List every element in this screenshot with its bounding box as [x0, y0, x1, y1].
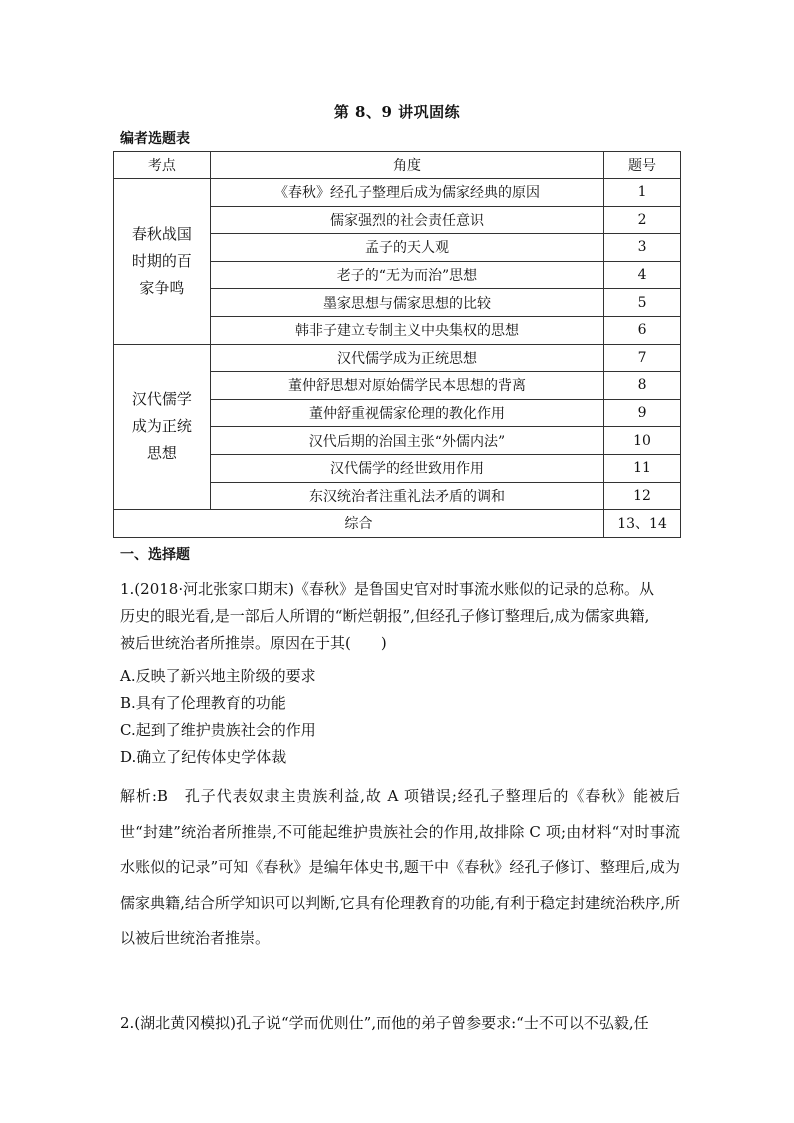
question-1-stem — [120, 576, 680, 657]
topic-line: 成为正统 — [131, 417, 192, 436]
header-number: 题号 — [604, 152, 681, 179]
angle-cell: 汉代儒学的经世致用作用 — [210, 454, 603, 482]
topic-line: 春秋战国 — [131, 224, 192, 243]
question-line: 历史的眼光看,是一部后人所谓的“断烂朝报”,但经孔子修订整理后,成为儒家典籍, — [120, 607, 650, 625]
number-cell: 3 — [604, 234, 681, 262]
angle-cell: 董仲舒思想对原始儒学民本思想的背离 — [210, 372, 603, 400]
angle-cell: 汉代后期的治国主张“外儒内法” — [210, 427, 603, 455]
question-line: 1.(2018·河北张家口期末)《春秋》是鲁国史官对时事流水账似的记录的总称。从 — [120, 580, 654, 598]
number-cell: 6 — [604, 316, 681, 344]
option-b: B.具有了伦理教育的功能 — [120, 694, 286, 712]
number-cell: 11 — [604, 454, 681, 482]
table-header-row — [114, 152, 681, 179]
angle-cell: 老子的“无为而治”思想 — [210, 261, 603, 289]
number-cell: 4 — [604, 261, 681, 289]
option-c: C.起到了维护贵族社会的作用 — [120, 721, 316, 739]
option-d: D.确立了纪传体史学体裁 — [120, 748, 287, 766]
table-caption: 编者选题表 — [120, 131, 190, 147]
angle-cell: 董仲舒重视儒家伦理的教化作用 — [210, 399, 603, 427]
angle-cell: 韩非子建立专制主义中央集权的思想 — [210, 316, 603, 344]
header-topic: 考点 — [114, 152, 211, 179]
question-line: 被后世统治者所推崇。原因在于其( ) — [120, 634, 387, 652]
number-cell: 9 — [604, 399, 681, 427]
number-cell: 5 — [604, 289, 681, 317]
question-2-stem: 2.(湖北黄冈模拟)孔子说“学而优则仕”,而他的弟子曾参要求:“士不可以不弘毅,任 — [120, 1014, 649, 1032]
header-angle: 角度 — [210, 152, 603, 179]
angle-cell: 孟子的天人观 — [210, 234, 603, 262]
number-cell: 2 — [604, 206, 681, 234]
number-cell: 8 — [604, 372, 681, 400]
topic-line: 汉代儒学 — [131, 390, 192, 409]
table-row — [114, 344, 681, 372]
number-cell: 7 — [604, 344, 681, 372]
topic-line: 时期的百 — [131, 251, 192, 270]
section-heading: 一、选择题 — [120, 547, 190, 563]
topic-cell — [114, 344, 211, 510]
angle-cell: 东汉统治者注重礼法矛盾的调和 — [210, 482, 603, 510]
table-summary-row — [114, 510, 681, 538]
angle-cell: 墨家思想与儒家思想的比较 — [210, 289, 603, 317]
angle-cell: 儒家强烈的社会责任意识 — [210, 206, 603, 234]
summary-number: 13、14 — [604, 510, 681, 538]
page-title: 第 8、9 讲巩固练 — [333, 103, 461, 121]
topic-line: 思想 — [146, 444, 177, 463]
question-selection-table — [113, 151, 681, 538]
summary-label: 综合 — [114, 510, 604, 538]
angle-cell: 汉代儒学成为正统思想 — [210, 344, 603, 372]
number-cell: 10 — [604, 427, 681, 455]
question-1-analysis: 解析:B 孔子代表奴隶主贵族利益,故 A 项错误;经孔子整理后的《春秋》能被后世“封建”统治者所推崇,不可能起维护贵族社会的作用,故排除 C 项;由材料“对时事流水账似的记录”可知《春秋》是编年体史书,题干中《春秋》经孔子修订、整理后,成为儒家典籍,结合所学知识可以判断,它具有伦理教育的功能,有利于稳定封建统治秩序,所以被后世统治者推崇。 — [120, 787, 680, 947]
topic-line: 家争鸣 — [139, 278, 185, 297]
number-cell: 12 — [604, 482, 681, 510]
number-cell: 1 — [604, 179, 681, 207]
option-a: A.反映了新兴地主阶级的要求 — [120, 667, 316, 685]
angle-cell: 《春秋》经孔子整理后成为儒家经典的原因 — [210, 179, 603, 207]
topic-cell — [114, 179, 211, 345]
table-row — [114, 179, 681, 207]
